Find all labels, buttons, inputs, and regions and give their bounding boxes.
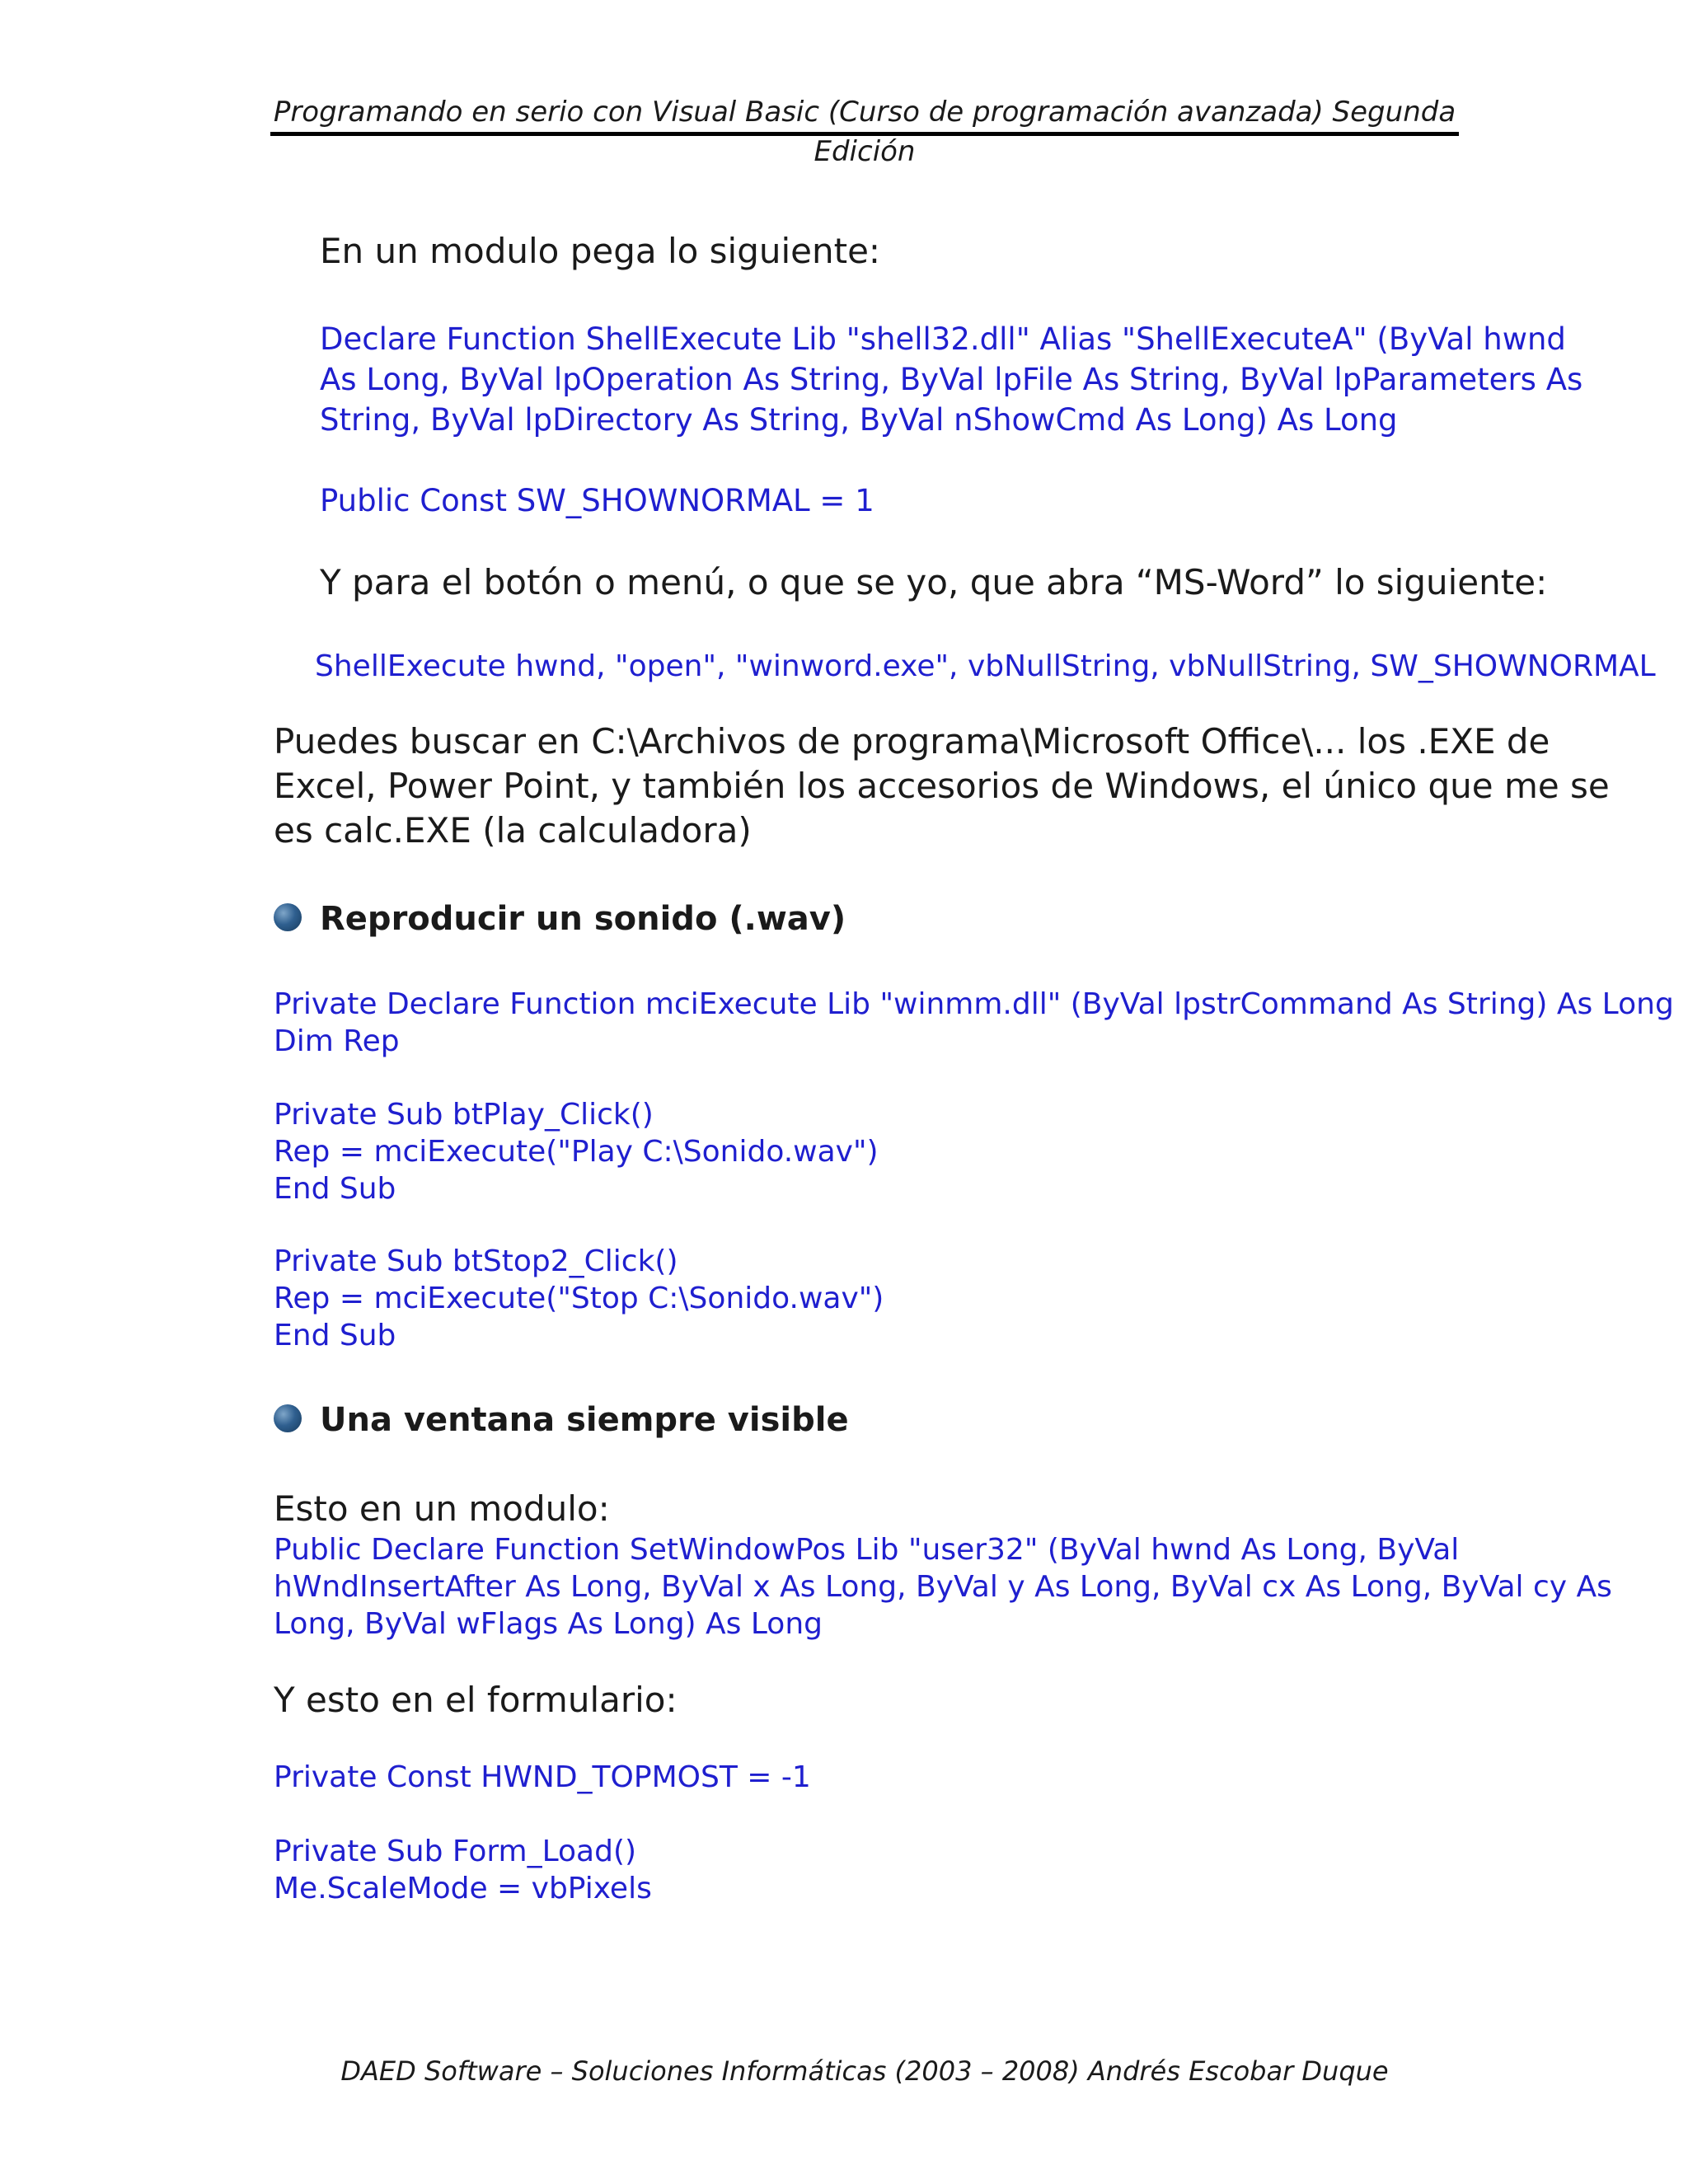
sound-play-code [274,1096,879,1207]
code-line: Dim Rep [274,1024,400,1058]
section-heading-window: Una ventana siempre visible [320,1401,849,1439]
code-line: Private Sub btStop2_Click() [274,1244,678,1278]
page-footer: DAED Software – Soluciones Informáticas (2003 – 2008) Andrés Escobar Duque [340,2055,1389,2087]
code-line: Me.ScaleMode = vbPixels [274,1872,652,1905]
header-rule [270,132,1459,136]
shell-declare-code [320,319,1583,440]
bullet-icon [274,1404,302,1432]
bullet-icon [274,903,302,931]
code-line: End Sub [274,1172,396,1206]
paragraph-line: Excel, Power Point, y también los accesorios de Windows, el único que me se [274,766,1610,806]
window-form-label: Y esto en el formulario: [274,1680,678,1720]
code-line: As Long, ByVal lpOperation As String, ByVal lpFile As String, ByVal lpParameters As [320,362,1583,397]
code-line: Public Declare Function SetWindowPos Lib "user32" (ByVal hwnd As Long, ByVal [274,1533,1460,1567]
sound-stop-code [274,1243,884,1354]
code-line: Long, ByVal wFlags As Long) As Long [274,1607,823,1641]
window-module-label: Esto en un modulo: [274,1488,610,1529]
window-declare-code [274,1531,1612,1643]
code-line: Private Sub btPlay_Click() [274,1098,654,1132]
code-line: String, ByVal lpDirectory As String, ByVal nShowCmd As Long) As Long [320,402,1398,438]
window-formload-code [274,1833,652,1907]
shell-const-code: Public Const SW_SHOWNORMAL = 1 [320,483,874,518]
code-line: hWndInsertAfter As Long, ByVal x As Long, ByVal y As Long, ByVal cx As Long, ByVal cy As [274,1570,1612,1604]
window-const-code: Private Const HWND_TOPMOST = -1 [274,1760,811,1794]
shell-intro-text: En un modulo pega lo siguiente: [320,231,881,271]
code-line: Declare Function ShellExecute Lib "shell32.dll" Alias "ShellExecuteA" (ByVal hwnd [320,321,1566,357]
code-line: Rep = mciExecute("Stop C:\Sonido.wav") [274,1282,884,1315]
sound-declare-code [274,986,1674,1060]
shell-button-text: Y para el botón o menú, o que se yo, que abra “MS-Word” lo siguiente: [320,562,1548,602]
page-header-title: Programando en serio con Visual Basic (Curso de programación avanzada) Segunda Edición [273,96,1456,168]
code-line: Rep = mciExecute("Play C:\Sonido.wav") [274,1135,879,1169]
code-line: Private Declare Function mciExecute Lib "winmm.dll" (ByVal lpstrCommand As String) As Long [274,987,1674,1021]
code-line: End Sub [274,1319,396,1352]
section-heading-sound: Reproducir un sonido (.wav) [320,900,846,938]
shell-note-paragraph [274,719,1610,853]
shell-call-code: ShellExecute hwnd, "open", "winword.exe", vbNullString, vbNullString, SW_SHOWNORMAL [315,649,1656,683]
code-line: Private Sub Form_Load() [274,1835,637,1868]
paragraph-line: es calc.EXE (la calculadora) [274,810,752,851]
paragraph-line: Puedes buscar en C:\Archivos de programa\Microsoft Office\... los .EXE de [274,721,1550,762]
